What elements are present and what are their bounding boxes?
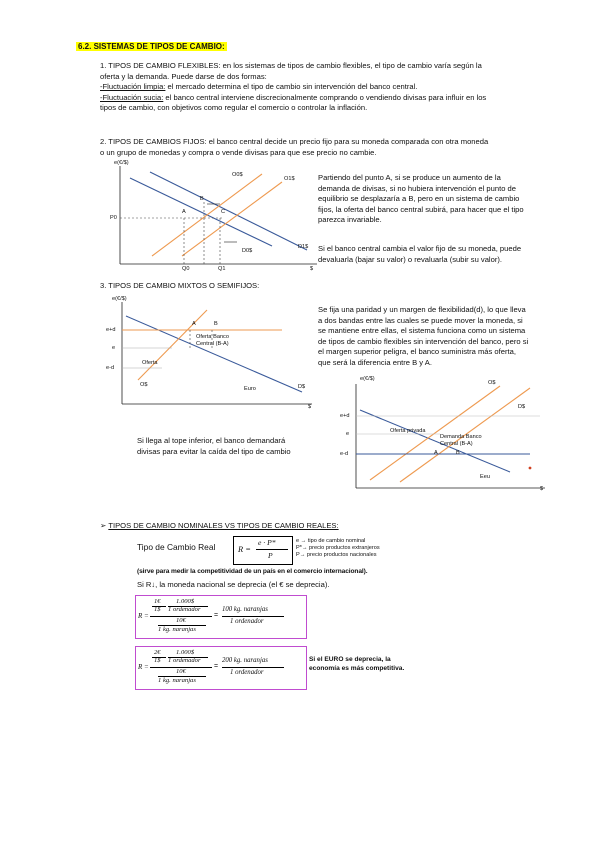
- formula-den: P: [268, 551, 273, 560]
- ex2-equals: =: [214, 663, 219, 670]
- ex1-res-d: 1 ordenador: [230, 618, 264, 625]
- limpia-text: el mercado determina el tipo de cambio sin intervención del banco central.: [165, 82, 418, 92]
- ex1-d2: 1 kg. naranjas: [158, 626, 196, 633]
- ex2-n3: 1.000$: [176, 649, 195, 656]
- g1-o0: O0$: [232, 172, 243, 178]
- mixed-para1: [318, 305, 576, 369]
- real-exchange-label: Tipo de Cambio Real: [137, 542, 216, 552]
- g3-o: O$: [488, 380, 496, 386]
- g2-point-b: B: [214, 321, 218, 327]
- example-2-box: [135, 646, 307, 690]
- g1-point-a: A: [182, 209, 186, 215]
- fixed-para1-line: parezca invariable.: [318, 215, 382, 225]
- flexible-title-line: 1. TIPOS DE CAMBIO FLEXIBLES: en los sistemas de tipos de cambio flexibles, el tipo de cambio varía según la: [100, 61, 482, 70]
- fixed-para1: [318, 173, 573, 226]
- g1-q0: Q0: [182, 266, 190, 272]
- g1-o1: O1$: [284, 176, 295, 182]
- g1-p0: P0: [110, 215, 117, 221]
- g2-oferta: Oferta: [142, 360, 158, 366]
- g1-point-c: C: [221, 209, 226, 215]
- legend-line: P*→ precio productos extranjeros: [296, 545, 380, 551]
- g1-xlabel: $: [310, 266, 314, 272]
- depreciation-note: Si R↓, la moneda nacional se deprecia (el € se deprecia).: [137, 580, 330, 589]
- g3-oferta: Oferta privada: [390, 428, 426, 434]
- limpia-line: [100, 82, 570, 93]
- fixed-line2: o un grupo de monedas y compra o vende divisas para que ese precio no cambie.: [100, 147, 377, 157]
- fixed-section: [100, 137, 575, 158]
- example-1-box: [135, 595, 307, 639]
- fixed-para2-line: Si el banco central cambia el valor fijo de su moneda, puede: [318, 244, 522, 253]
- g3-d: D$: [518, 404, 526, 410]
- ex2-d2: 1 kg. naranjas: [158, 677, 196, 684]
- ex1-n2: 1$: [154, 606, 161, 613]
- competitiveness-note: (sirve para medir la competitividad de un país en el comercio internacional).: [137, 568, 368, 575]
- ex2-res-n: 200 kg. naranjas: [222, 657, 268, 664]
- mixed-graph-1: [106, 296, 317, 411]
- g2-eminus: e-d: [106, 365, 115, 371]
- ex1-n1: 1€: [154, 598, 161, 605]
- ex2-d1: 10€: [176, 668, 186, 675]
- g2-point-a: A: [192, 321, 196, 327]
- g2-e: e: [112, 345, 116, 351]
- mixed-para1-line: a dos bandas entre las cuales se puede mover la moneda, si: [318, 315, 523, 325]
- fixed-para2: [318, 244, 578, 265]
- formula-lhs: R =: [238, 545, 251, 554]
- mixed-para2-line: divisas para evitar la caída del tipo de cambio: [137, 446, 291, 456]
- fixed-para2-line: devaluarla (bajar su valor) o revaluarla (subir su valor).: [318, 254, 503, 264]
- g2-d: D$: [298, 384, 306, 390]
- fixed-exchange-graph: [112, 160, 322, 275]
- ex2-res-bar: [222, 667, 284, 668]
- ex2-r: R =: [138, 663, 149, 671]
- section-heading: 6.2. SISTEMAS DE TIPOS DE CAMBIO:: [78, 42, 225, 51]
- g3-xlabel: $: [540, 486, 544, 492]
- flexible-line2: oferta y la demanda. Puede darse de dos formas:: [100, 71, 267, 81]
- g1-ylabel: e(€/$): [114, 160, 129, 166]
- fixed-para1-line: demanda de divisas, si no hubiera intervención el punto de: [318, 183, 516, 193]
- ex1-n4: 1 ordenador: [168, 606, 201, 613]
- g1-d1: D1$: [298, 244, 309, 250]
- g1-q1: Q1: [218, 266, 226, 272]
- formula-legend: [296, 538, 476, 559]
- g2-xlabel: $: [308, 404, 312, 410]
- example-2-note-line: economía es más competitiva.: [309, 665, 405, 672]
- sucia-line: [100, 93, 570, 104]
- g3-point-b: B: [456, 450, 460, 456]
- g3-euro: Eeu: [480, 474, 490, 480]
- example-2-note: [309, 655, 404, 673]
- mixed-para2-line: Si llega al tope inferior, el banco demandará: [137, 436, 286, 445]
- g2-o: O$: [140, 382, 148, 388]
- formula-num: e · P*: [258, 538, 276, 547]
- fixed-para1-line: equilibrio se desplazaría a B, pero en un sistema de cambio: [318, 194, 520, 204]
- nominal-vs-real-title-text: TIPOS DE CAMBIO NOMINALES VS TIPOS DE CAMBIO REALES:: [108, 521, 339, 530]
- mixed-para1-line: se mantiene entre ellas, el sistema funciona como un sistema: [318, 326, 526, 336]
- ex2-n2: 1$: [154, 657, 161, 664]
- ex1-d1: 10€: [176, 617, 186, 624]
- fixed-line1: 2. TIPOS DE CAMBIOS FIJOS: el banco central decide un precio fijo para su moneda comparada con otra moneda: [100, 137, 489, 146]
- ex1-res-n: 100 kg. naranjas: [222, 606, 268, 613]
- g3-ylabel: e(€/$): [360, 376, 375, 382]
- g2-euro: Euro: [244, 386, 256, 392]
- nominal-vs-real-title: [100, 521, 339, 532]
- formula-fraction-bar: [256, 549, 288, 550]
- g2-bc: Oferta Banco Central (B-A): [196, 334, 229, 347]
- g3-bc: Demanda Banco Central (B-A): [440, 434, 482, 447]
- real-exchange-formula: [233, 536, 293, 565]
- legend-line: e → tipo de cambio nominal: [296, 538, 366, 544]
- ex1-res-bar: [222, 616, 284, 617]
- example-2-note-line: Si el EURO se deprecia, la: [309, 656, 391, 663]
- mixed-para1-line: el margen superior peligra, el banco suministra más oferta,: [318, 347, 516, 357]
- limpia-label: -Fluctuación limpia:: [100, 82, 166, 92]
- g3-point-a: A: [434, 450, 438, 456]
- g1-d0: D0$: [242, 248, 253, 254]
- ex1-n3: 1.000$: [176, 598, 195, 605]
- ex2-n4: 1 ordenador: [168, 657, 201, 664]
- sucia-text: el banco central interviene discrecionalmente comprando o vendiendo divisas para influir en los: [163, 92, 487, 102]
- bullet-arrow-icon: ➢: [100, 521, 109, 530]
- mixed-para1-line: Se fija una paridad y un margen de flexibilidad(d), lo que lleva: [318, 305, 526, 314]
- g2-eplus: e+d: [106, 327, 116, 333]
- g3-eplus: e+d: [340, 413, 350, 419]
- g2-ylabel: e(€/$): [112, 296, 127, 302]
- fixed-para1-line: fijos, la oferta del banco central subirá, para hacer que el tipo: [318, 204, 524, 214]
- ex1-r: R =: [138, 612, 149, 620]
- ex2-res-d: 1 ordenador: [230, 669, 264, 676]
- g3-eminus: e-d: [340, 451, 349, 457]
- g1-point-b: B: [200, 196, 204, 202]
- ex2-n1: 2€: [154, 649, 161, 656]
- mixed-para1-line: de tipos de cambio flexibles sin intervención del banco, pero si: [318, 336, 529, 346]
- mixed-para1-line: que será la diferencia entre B y A.: [318, 357, 432, 367]
- ex1-equals: =: [214, 612, 219, 619]
- legend-line: P→ precio productos nacionales: [296, 552, 377, 558]
- sucia-label: -Fluctuación sucia:: [100, 92, 164, 102]
- g3-e: e: [346, 431, 350, 437]
- sucia-line2: tipos de cambio, con objetivos como regular el comercio o controlar la inflación.: [100, 103, 368, 113]
- mixed-para2: [137, 436, 337, 457]
- fixed-para1-line: Partiendo del punto A, si se produce un aumento de la: [318, 173, 501, 182]
- mixed-graph-2: [330, 376, 550, 496]
- mixed-title: 3. TIPOS DE CAMBIO MIXTOS O SEMIFIJOS:: [100, 281, 260, 290]
- flexible-section: [100, 61, 570, 114]
